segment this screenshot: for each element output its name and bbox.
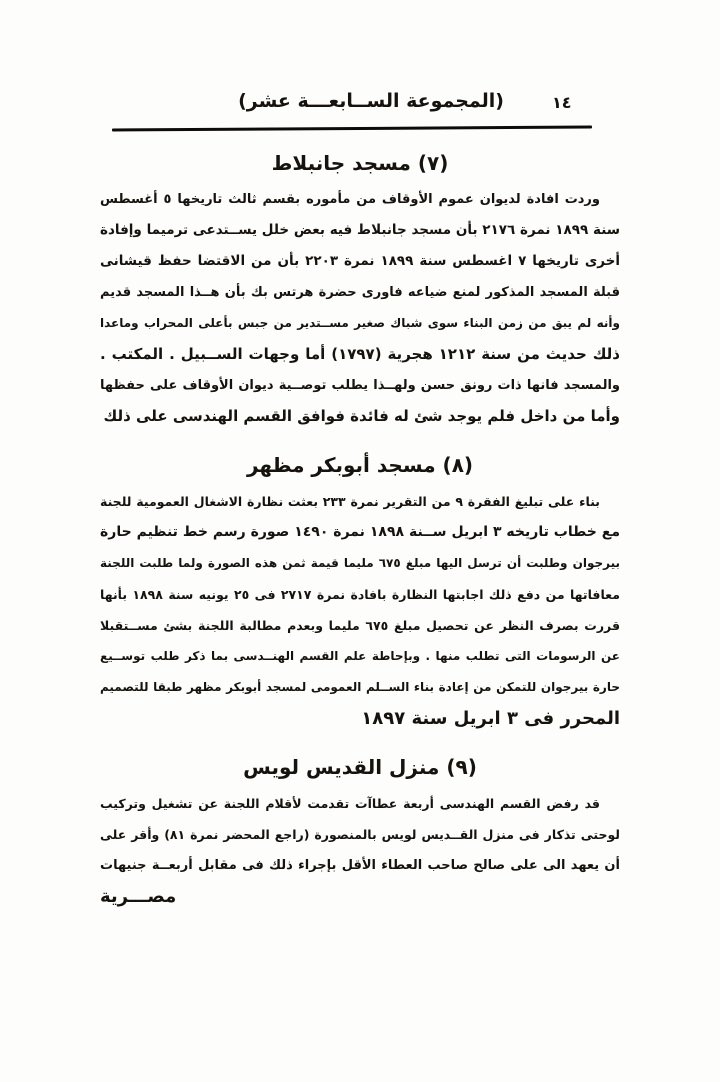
paragraph-line: المحرر فى ٣ ابريل سنة ١٨٩٧ bbox=[361, 708, 620, 729]
paragraph-line: معافاتها من دفع ذلك اجابتها النظارة بافادة نمرة ٢٧١٧ فى ٢٥ يونيه سنة ١٨٩٨ بأنها bbox=[100, 587, 620, 602]
section-saint-louis-house bbox=[100, 755, 620, 912]
paragraph-line: والمسجد فانها ذات رونق حسن ولهــذا يطلب توصــية ديوان الأوقاف على حفظها bbox=[100, 378, 620, 393]
paragraph-line: أخرى تاريخها ٧ اغسطس سنة ١٨٩٩ نمرة ٢٢٠٣ بأن من الاقتضا حفظ قيشانى bbox=[100, 253, 621, 269]
section-janbalat-mosque bbox=[100, 151, 620, 432]
paragraph-line: وأما من داخل فلم يوجد شئ له فائدة فوافق القسم الهندسى على ذلك bbox=[103, 407, 620, 425]
page-title: (المجموعة الســابعـــة عشر) bbox=[238, 90, 504, 112]
section-heading: (٨) مسجد أبوبكر مظهر bbox=[246, 453, 474, 477]
paragraph-line: مصـــرية bbox=[100, 886, 177, 907]
paragraph-line: مع خطاب تاريخه ٣ ابريل ســنة ١٨٩٨ نمرة ١٤٩٠ صورة رسم خط تنظيم حارة bbox=[100, 524, 620, 540]
paragraph-line: وردت افادة لديوان عموم الأوقاف من مأموره بقسم ثالث تاريخها ٥ أغسطس bbox=[100, 192, 600, 207]
paragraph-line: حارة بيرجوان للتمكن من إعادة بناء الســلم العمومى لمسجد أبوبكر مظهر طبقا للتصميم bbox=[100, 680, 620, 694]
paragraph-line: ذلك حديث من سنة ١٢١٢ هجرية (١٧٩٧) أما وجهات الســبيل . المكتب . bbox=[100, 345, 620, 363]
paragraph-line: قررت بصرف النظر عن تحصيل مبلغ ٦٧٥ مليما وبعدم مطالبة اللجنة بشئ مســتقبلا bbox=[100, 618, 620, 633]
paragraph-line: لوحتى تذكار فى منزل القــديس لويس بالمنصورة (راجع المحضر نمرة ٨١) وأقر على bbox=[100, 827, 620, 842]
section-abubakr-muzhir-mosque bbox=[100, 453, 620, 734]
header-rule bbox=[112, 126, 592, 132]
section-paragraph bbox=[100, 184, 620, 432]
paragraph-line: وأنه لم يبق من زمن البناء سوى شباك صغير مســتدير من جبس بأعلى المحراب وماعدا bbox=[100, 316, 620, 330]
paragraph-line: قد رفض القسم الهندسى أربعة عطاآت تقدمت لأقلام اللجنة عن تشغيل وتركيب bbox=[100, 796, 600, 811]
paragraph-line: بناء على تبليغ الفقرة ٩ من التقرير نمرة ٢٣٣ بعثت نظارة الاشغال العمومية للجنة bbox=[100, 494, 600, 509]
section-heading: (٧) مسجد جانبلاط bbox=[271, 151, 449, 175]
paragraph-line: أن يعهد الى على صالح صاحب العطاء الأقل بإجراء ذلك فى مقابل أربعــة جنيهات bbox=[100, 858, 620, 873]
page-header bbox=[100, 90, 620, 118]
page-content bbox=[100, 0, 620, 912]
paragraph-line: عن الرسومات التى تطلب منها . وبإحاطة علم القسم الهنــدسى بما ذكر طلب توســيع bbox=[100, 649, 620, 663]
paragraph-line: قبلة المسجد المذكور لمنع ضياعه فاورى حضرة هرتس بك بأن هــذا المسجد قديم bbox=[100, 285, 620, 300]
section-paragraph bbox=[100, 788, 620, 912]
section-heading: (٩) منزل القديس لويس bbox=[243, 755, 477, 779]
paragraph-line: سنة ١٨٩٩ نمرة ٢١٧٦ بأن مسجد جانبلاط فيه بعض خلل يســتدعى ترميما وإفادة bbox=[100, 222, 620, 238]
paragraph-line: بيرجوان وطلبت أن ترسل اليها مبلغ ٦٧٥ مليما قيمة ثمن هذه الصورة ولما طلبت اللجنة bbox=[100, 556, 620, 570]
section-paragraph bbox=[100, 486, 620, 734]
page-number: ١٤ bbox=[552, 93, 572, 112]
